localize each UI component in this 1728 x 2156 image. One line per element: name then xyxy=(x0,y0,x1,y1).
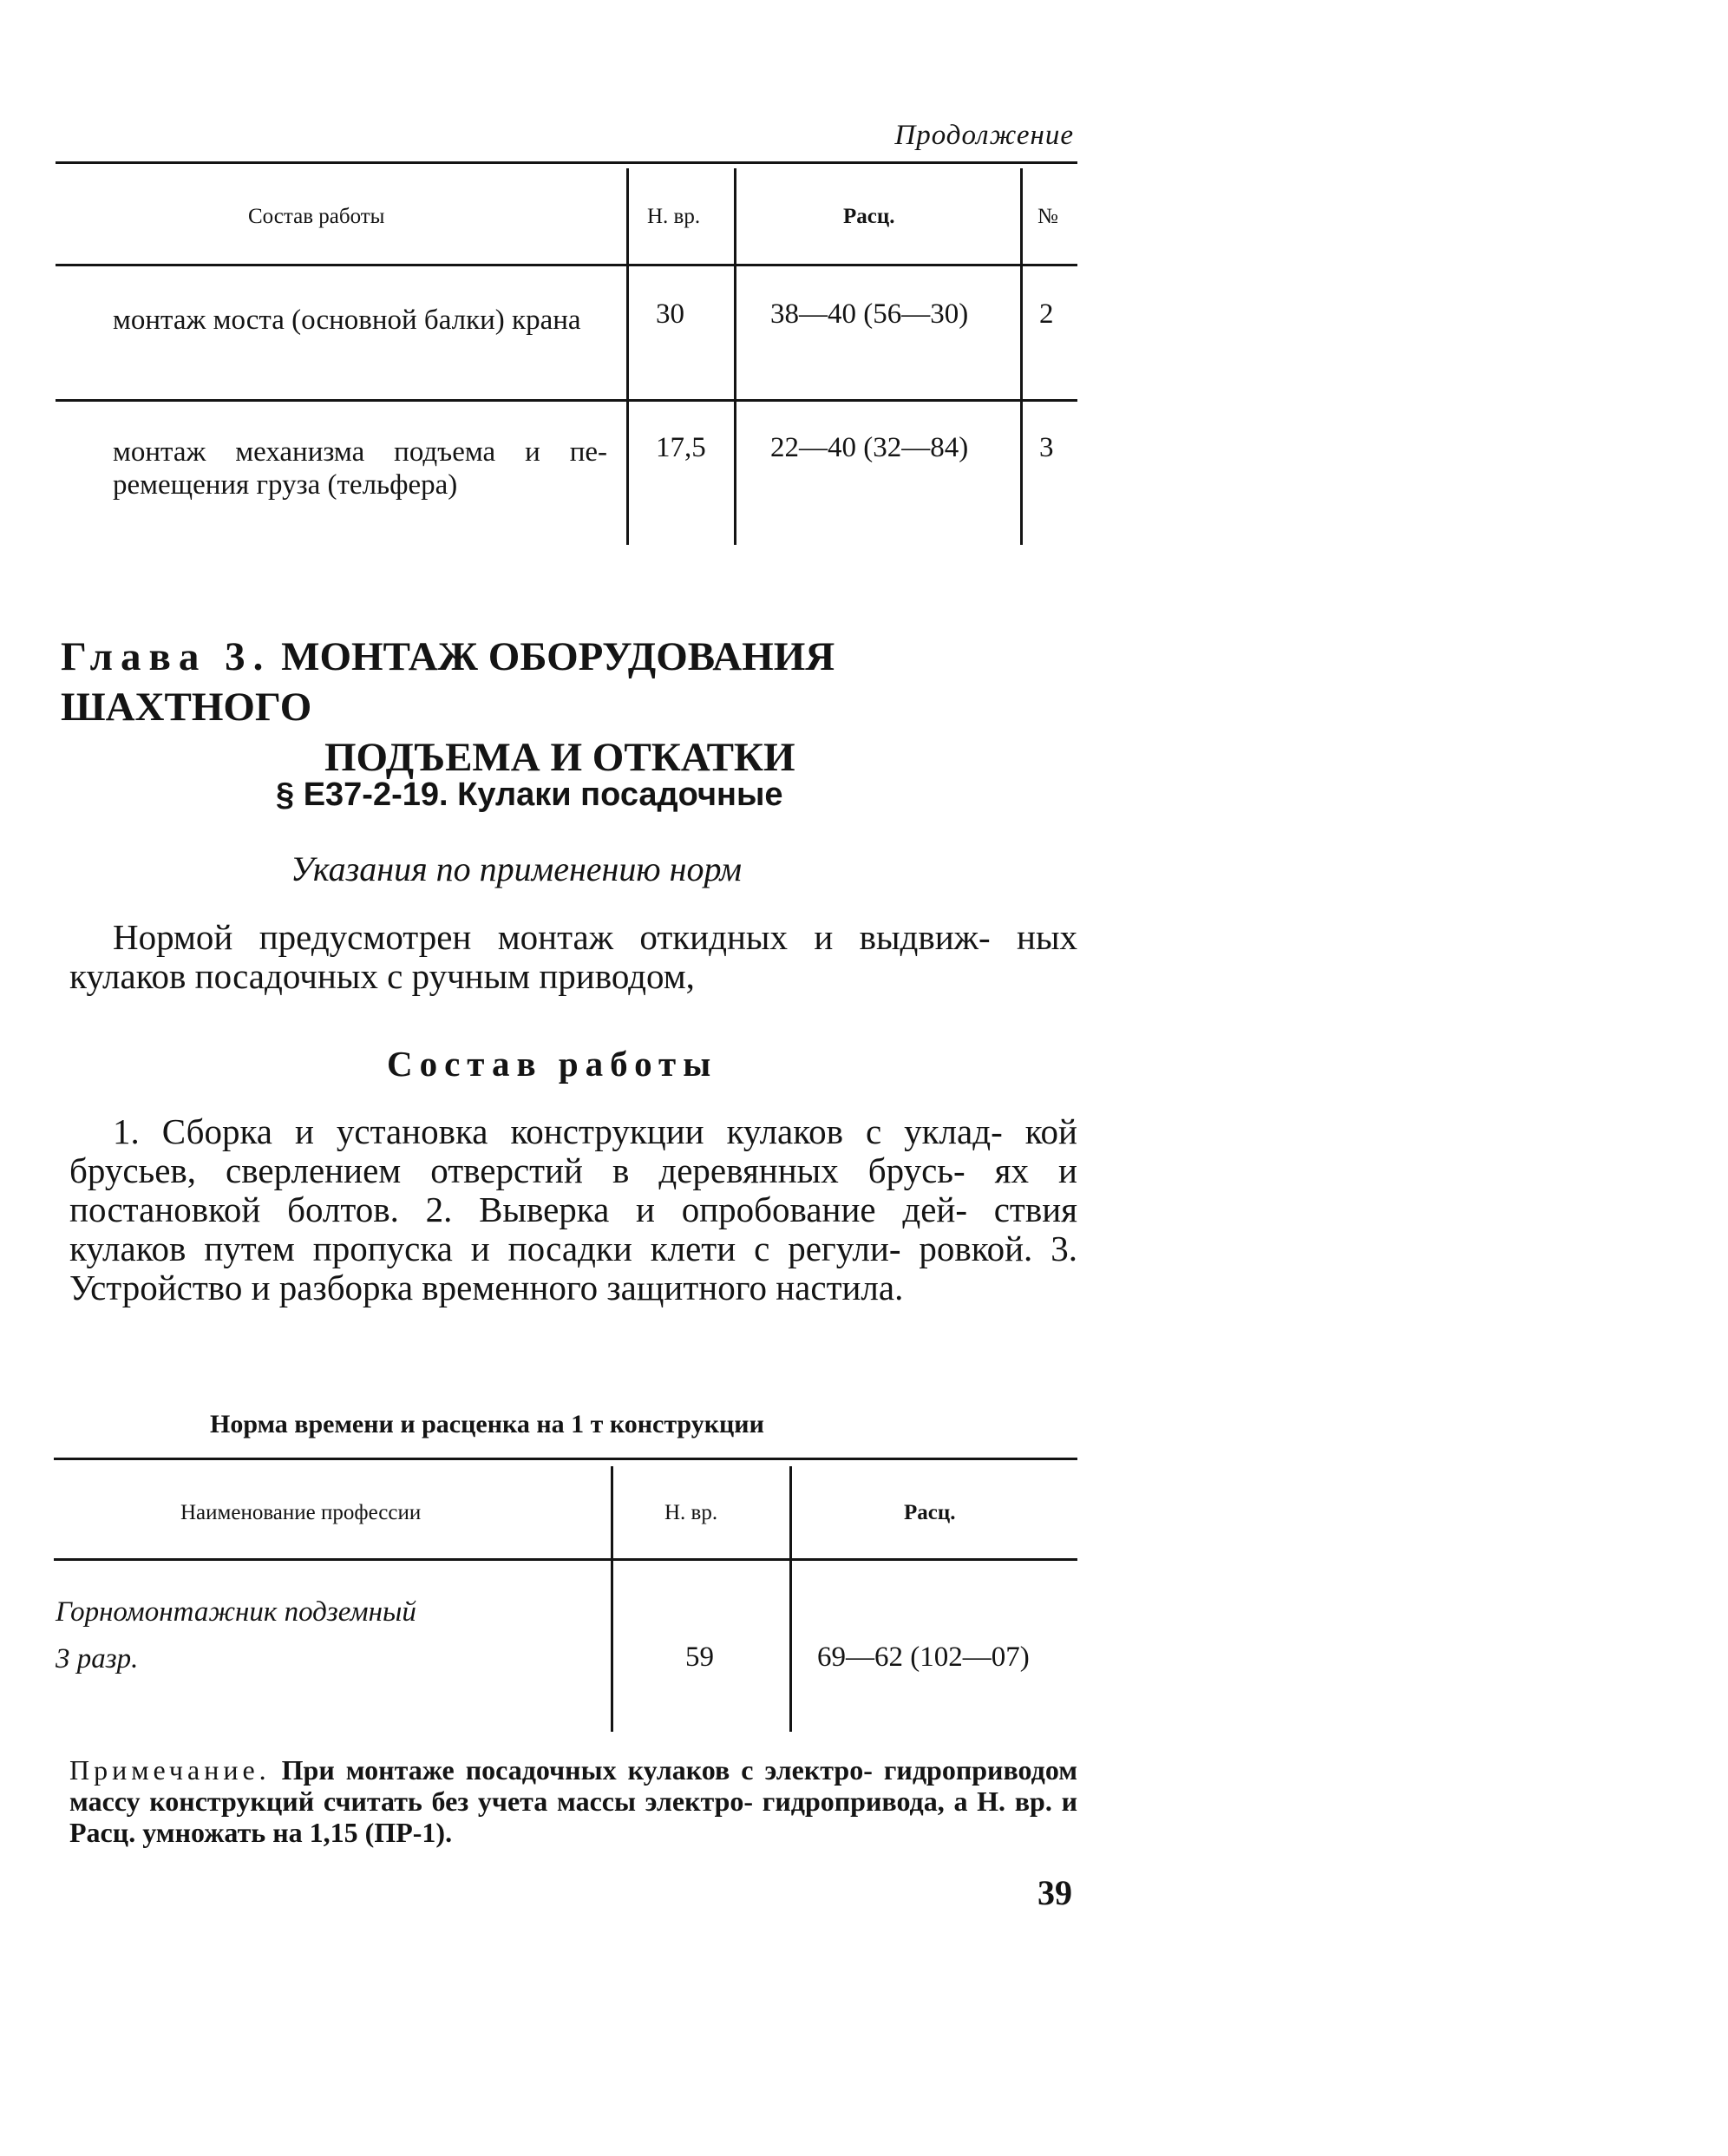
section-title: § Е37-2-19. Кулаки посадочные xyxy=(276,777,783,813)
chapter-title xyxy=(61,632,1084,783)
chapter-title-line-1: МОНТАЖ ОБОРУДОВАНИЯ ШАХТНОГО xyxy=(61,634,835,730)
header-number: № xyxy=(1037,205,1058,228)
cell-grade: 3 разр. xyxy=(56,1643,139,1674)
table-header-rule xyxy=(56,264,1077,266)
cell-work-row-2: монтаж механизма подъема и пе- ремещения груза (тельфера) xyxy=(113,436,607,501)
page-number: 39 xyxy=(1037,1873,1072,1912)
continuation-label: Продолжение xyxy=(894,120,1074,151)
column-divider xyxy=(1020,168,1023,545)
cell-rate-row-2: 22—40 (32—84) xyxy=(770,432,969,463)
norm-paragraph: Нормой предусмотрен монтаж откидных и выдвиж- ных кулаков посадочных с ручным приводом, xyxy=(69,917,1077,996)
column-divider xyxy=(734,168,736,545)
work-composition-paragraph: 1. Сборка и установка конструкции кулаков с уклад- кой брусьев, сверлением отверстий в деревянных брусь- ях и постановкой болтов. 2. Выверка и опробование дей- ствия кулаков путем пропуска и посадки клети с регули- ровкой. 3. Устройство и разборка временного защитного настила. xyxy=(69,1111,1077,1307)
chapter-title-line-2: ПОДЪЕМА И ОТКАТКИ xyxy=(324,735,795,780)
note-text: При монтаже посадочных кулаков с электро- гидроприводом массу конструкций считать без учета массы электро- гидропривода, а Н. вр. и Расц. умножать на 1,15 (ПР-1). xyxy=(69,1754,1078,1848)
note xyxy=(69,1754,1077,1848)
table-top-rule xyxy=(56,161,1077,164)
norm-table-header-rule xyxy=(54,1558,1077,1561)
header-rate: Расц. xyxy=(904,1501,956,1524)
cell-hours-row-2: 17,5 xyxy=(656,432,706,463)
cell-number-row-2: 3 xyxy=(1039,432,1054,463)
column-divider xyxy=(611,1466,613,1732)
header-profession: Наименование профессии xyxy=(180,1501,422,1524)
cell-number-row-1: 2 xyxy=(1039,298,1054,330)
table-row-rule xyxy=(56,399,1077,402)
cell-hours-row-1: 30 xyxy=(656,298,684,330)
header-rate: Расц. xyxy=(843,205,895,228)
guidance-title: Указания по применению норм xyxy=(291,849,742,888)
norm-table-top-rule xyxy=(54,1458,1077,1460)
header-time-norm: Н. вр. xyxy=(647,205,701,228)
cell-profession: Горномонтажник подземный xyxy=(56,1596,416,1628)
cell-rate: 69—62 (102—07) xyxy=(817,1642,1030,1673)
cell-hours: 59 xyxy=(685,1642,714,1673)
cell-rate-row-1: 38—40 (56—30) xyxy=(770,298,969,330)
header-work-composition: Состав работы xyxy=(248,205,385,228)
work-composition-title: Состав работы xyxy=(387,1044,718,1084)
norm-table-title: Норма времени и расценка на 1 т конструкции xyxy=(210,1410,764,1438)
column-divider xyxy=(789,1466,792,1732)
column-divider xyxy=(626,168,629,545)
note-label: Примечание. xyxy=(69,1754,271,1786)
cell-work-row-1: монтаж моста (основной балки) крана xyxy=(113,305,581,336)
chapter-label: Глава 3. xyxy=(61,634,272,679)
header-time-norm: Н. вр. xyxy=(664,1501,718,1524)
